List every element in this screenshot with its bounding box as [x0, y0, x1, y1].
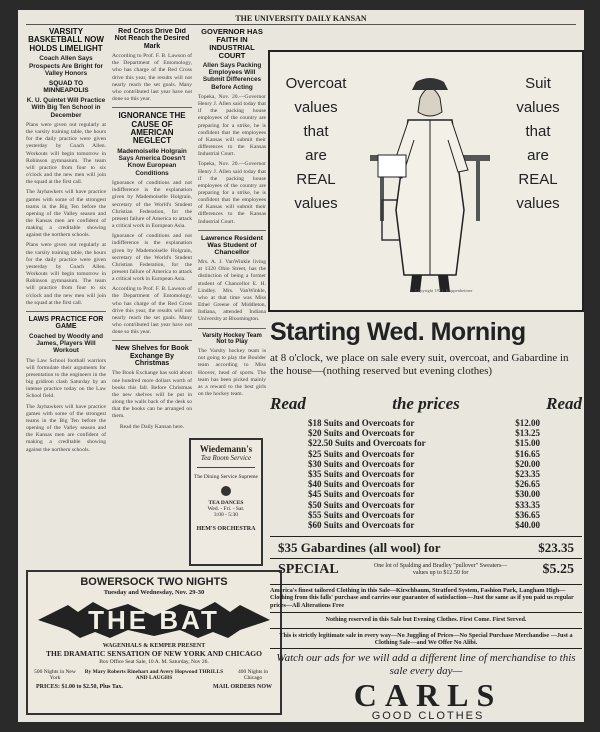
bat-authors: By Mary Roberts Rinehart and Avery Hopwood THRILLS AND LAUGHS — [84, 669, 224, 681]
gabardines-label: $35 Gabardines (all wool) for — [278, 540, 441, 555]
price-label: $18 Suits and Overcoats for — [308, 418, 415, 428]
carls-logo — [288, 677, 568, 722]
headline-ignorance: IGNORANCE THE CAUSE OF AMERICAN NEGLECT — [118, 111, 186, 146]
price-row — [308, 479, 540, 489]
price-value: $12.00 — [515, 418, 540, 428]
article-bookexchange-body: The Book Exchange has sold about one hundred more dollars worth of books this fall. Before Christmas the new shelves will be put in along the walls back of the desk so that the books can be arranged on them. — [112, 370, 192, 420]
bat-chicago: 400 Nights in Chicago — [238, 669, 268, 681]
price-row — [308, 459, 540, 469]
headline-bookexchange: New Shelves for Book Exchange By Christmas — [115, 345, 189, 368]
carls-logo-sub: GOOD CLOTHES — [371, 710, 485, 722]
subhead-squad: K. U. Quintet Will Practice With Big Ten School in December — [26, 96, 106, 119]
carls-illustration-box — [268, 50, 584, 312]
price-label: $35 Suits and Overcoats for — [308, 469, 415, 480]
read-mid: the prices — [392, 394, 460, 413]
price-row — [308, 489, 540, 499]
masthead — [26, 12, 576, 25]
read-kansan-note: Read the Daily Kansan here. — [119, 423, 185, 430]
subhead-laws: Coached by Woodly and James, Players Will Workout — [28, 332, 104, 355]
read-left: Read — [270, 394, 306, 413]
price-value: $16.65 — [515, 448, 540, 459]
tearoom-hours: 3:00 - 5:30 — [213, 512, 239, 518]
tearoom-service: Tea Room Service — [200, 454, 252, 462]
column-sports — [26, 28, 106, 568]
gentleman-illustration-icon — [360, 60, 500, 300]
read-prices-header — [270, 394, 582, 414]
suit-line-3: that — [525, 123, 551, 140]
price-value: $40.00 — [515, 520, 540, 531]
price-row — [308, 449, 540, 459]
price-label: $55 Suits and Overcoats for — [308, 509, 415, 520]
overcoat-line-5: REAL — [296, 171, 336, 188]
read-right: Read — [546, 394, 582, 413]
article-hockey-body: The Varsity hockey team is not going to play the Boulder team according to Miss Hoover, head of sports. The team has been picked mainly as a reward to the best girls on the hockey team. — [198, 348, 266, 398]
flower-icon — [221, 486, 231, 496]
brands-text: America's finest tailored Clothing in this Sale—Kirschbaum, Stratford System, Fashion Park, Langham High—Clothing from this falls' purchase and carries our guarantee of satisfaction—Just the same as if you paid us regular prices—All Alterations Free — [270, 584, 582, 609]
price-row — [308, 438, 540, 448]
price-value: $23.35 — [515, 469, 540, 480]
tearoom-dining: The Dining Service Supreme — [194, 474, 258, 480]
headline-squad: SQUAD TO MINNEAPOLIS — [43, 80, 89, 95]
price-label: $40 Suits and Overcoats for — [308, 479, 415, 490]
price-value: $30.00 — [515, 489, 540, 500]
price-row — [308, 469, 540, 479]
headline-redcross: Red Cross Drive Did Not Reach the Desired Mark — [114, 28, 190, 50]
nothing-reserved-text: Nothing reserved in this Sale but Evening Clothes. First Come. First Served. — [270, 612, 582, 623]
price-row — [308, 500, 540, 510]
illustration-caption: Copyright 1921, Kuppenheimer — [415, 288, 473, 293]
tearoom-name: Wiedemann's — [199, 444, 253, 454]
suit-line-1: Suit — [525, 75, 551, 92]
overcoat-line-2: values — [294, 99, 338, 116]
article-ignorance-body: Ignorance of conditions and not indifference is the explanation given by Mademoiselle Holgrain, secretary of the World's Student Christian Federation, for the present failure of America to attack a critical work in European Asia. — [112, 180, 192, 230]
masthead-title: THE UNIVERSITY DAILY KANSAN — [235, 13, 367, 23]
price-label: $50 Suits and Overcoats for — [308, 499, 415, 510]
article-laws-body: The Law School football warriors will formulate their arguments for presentation to the engineers in the big gridiron clash Saturday by an intense practice today on the Law School field. — [26, 357, 106, 400]
price-label: $20 Suits and Overcoats for — [308, 428, 415, 439]
article-basketball-body-3: Plans were given out regularly at the varsity training table, the hours for the daily practice were given yesterday by Coach Allen. Workouts will begin tomorrow in Robinson gymnasium. The team will practice from four to six o'clock and the new men will join the squad at the first call. — [26, 242, 106, 306]
special-desc: One lot of Spalding and Bradley "pullover" Sweaters— values up to $12.50 for — [373, 563, 508, 576]
subhead-ignorance: Mademoiselle Holgrain Says America Doesn't Know European Conditions — [117, 147, 187, 177]
newspaper-page — [18, 10, 584, 722]
price-row — [308, 418, 540, 428]
article-basketball-body: Plans were given out regularly at the varsity training table, the hours for the daily practice were given yesterday by Coach Allen. Workouts will begin tomorrow in Robinson gymnasium. The team will practice from four to six o'clock and the new men will join the squad at the first call. — [26, 121, 106, 186]
article-laws-body-2: The Jayhawkers will have practice games with some of the strongest teams in the Big Ten before the opening of the Valley season and the Kansas men are confident of making a creditable showing against the northern schools. — [26, 403, 106, 453]
carls-clothing-ad — [268, 50, 584, 720]
overcoat-line-4: are — [305, 147, 327, 164]
price-row — [308, 510, 540, 520]
subhead-basketball: Coach Allen Says Prospects Are Bright for Valley Honors — [29, 55, 103, 77]
headline-laws: LAWS PRACTICE FOR GAME — [28, 315, 104, 331]
tearoom-orchestra: HEM'S ORCHESTRA — [196, 526, 256, 532]
bat-dates: Tuesday and Wednesday, Nov. 29-30 — [103, 589, 205, 596]
price-label: $30 Suits and Overcoats for — [308, 458, 415, 469]
headline-lawrence: Lawrence Resident Was Student of Chancellor — [201, 234, 263, 256]
article-ignorance-body-2: Ignorance of conditions and not indifference is the explanation given by Mademoiselle Holgrain, secretary of the World's Student Christian Federation, for the present failure of America to attack a critical work in European Asia. — [112, 233, 192, 283]
suit-line-5: REAL — [518, 171, 558, 188]
suit-line-4: are — [527, 147, 549, 164]
price-value: $15.00 — [515, 438, 540, 449]
price-label: $25 Suits and Overcoats for — [308, 448, 415, 459]
headline-hockey: Varsity Hockey Team Not to Play — [202, 332, 262, 345]
special-price: $5.25 — [542, 562, 574, 577]
gabardines-row — [278, 540, 574, 556]
suit-values-text — [498, 72, 578, 216]
price-label: $45 Suits and Overcoats for — [308, 489, 415, 500]
headline-basketball: VARSITY BASKETBALL NOW HOLDS LIMELIGHT — [28, 28, 104, 53]
price-label: $60 Suits and Overcoats for — [308, 520, 415, 531]
price-value: $33.35 — [515, 499, 540, 510]
carls-logo-text: CARLS — [353, 677, 503, 713]
bat-producers: WAGENHALS & KEMPER PRESENT — [102, 643, 206, 649]
bat-title-banner — [38, 600, 270, 640]
tearoom-days: Wed. - Fri. - Sat. — [207, 506, 245, 512]
overcoat-line-1: Overcoat — [285, 75, 347, 92]
bat-title: THE BAT — [88, 605, 220, 635]
price-value: $36.65 — [515, 509, 540, 520]
legitimate-sale-text: This is strictly legitimate sale in every way—No Juggling of Prices—No Special Purchase Merchandise —Just a Clothing Sale—and We Offer No Alibi. — [270, 628, 582, 647]
price-value: $26.65 — [515, 479, 540, 490]
column-politics — [198, 28, 266, 438]
overcoat-values-text — [276, 72, 356, 216]
price-value: $13.25 — [515, 428, 540, 439]
price-list — [308, 418, 540, 530]
column-news — [112, 28, 192, 568]
article-governor-body: Topeka, Nov. 20.—Governor Henry J. Allen said today that if the packing house employees of the country are preparing for a strike, he is confident that the employees of Kansas will submit their differences to the Kansas Industrial Court. — [198, 93, 266, 158]
tearoom-dances: TEA DANCES — [208, 500, 244, 506]
article-redcross-body: According to Prof. F. B. Lawson of the Department of Entomology, who has charge of the Red Cross drive this year, the results will not nearly reach the set goals. Many who contributed last year have not done so this year. — [112, 53, 192, 102]
tearoom-ad — [189, 438, 263, 566]
price-row — [308, 428, 540, 438]
article-lawrence-body: Mrs. A. J. VanWinkle living at 1320 Ohio Street, has the distinction of being a former student of Chancellor E. H. Lindley. Mrs. VanWinkle, who at that time was Miss Ethel Greene of Middleton, Indiana, attended Indiana University at Bloomington. — [198, 259, 266, 323]
special-label: SPECIAL — [278, 562, 339, 577]
article-governor-body-2: Topeka, Nov. 20.—Governor Henry J. Allen said today that if the packing house employees of the country are preparing for a strike, he is confident that the employees of Kansas will submit their differences to the Kansas Industrial Court. — [198, 161, 266, 225]
carls-intro: at 8 o'clock, we place on sale every suit, overcoat, and Gabardine in the house—(nothing reserved but evening clothes) — [270, 352, 569, 377]
bat-newyork: 500 Nights in New York — [34, 669, 76, 681]
suit-line-6: values — [516, 195, 560, 212]
price-value: $20.00 — [515, 458, 540, 469]
suit-line-2: values — [516, 99, 560, 116]
article-ignorance-body-3: According to Prof. F. B. Lawson of the Department of Entomology, who has charge of the Red Cross drive this year, the results will not nearly reach the set goals. Many who contributed last year have not done so this year. — [112, 286, 192, 336]
subhead-governor: Allen Says Packing Employees Will Submit Differences Before Acting — [202, 61, 262, 91]
overcoat-line-6: values — [294, 195, 338, 212]
bat-prices: PRICES: $1.00 to $2.50, Plus Tax. — [36, 684, 123, 690]
price-row — [308, 520, 540, 530]
price-label: $22.50 Suits and Overcoats for — [308, 438, 426, 449]
gabardines-price: $23.35 — [538, 540, 574, 555]
overcoat-line-3: that — [303, 123, 329, 140]
bat-venue: BOWERSOCK TWO NIGHTS — [80, 576, 228, 588]
watch-ads-text: Watch our ads for we will add a different line of merchandise to this sale every day— — [270, 648, 582, 678]
special-row — [278, 562, 574, 578]
the-bat-ad — [26, 570, 282, 715]
headline-governor: GOVERNOR HAS FAITH IN INDUSTRIAL COURT — [201, 28, 263, 60]
bat-seat-sale: Box Office Seat Sale, 10 A. M. Saturday, Nov 26. — [99, 659, 209, 665]
bat-tagline: THE DRAMATIC SENSATION OF NEW YORK AND CHICAGO — [46, 649, 262, 658]
carls-headline: Starting Wed. Morning — [270, 318, 526, 346]
bat-mail-orders: MAIL ORDERS NOW — [212, 684, 272, 690]
article-basketball-body-2: The Jayhawkers will have practice games with some of the strongest teams in the Big Ten before the opening of the Valley season and the Kansas men are confident of making a creditable showing against the northern schools. — [26, 189, 106, 239]
